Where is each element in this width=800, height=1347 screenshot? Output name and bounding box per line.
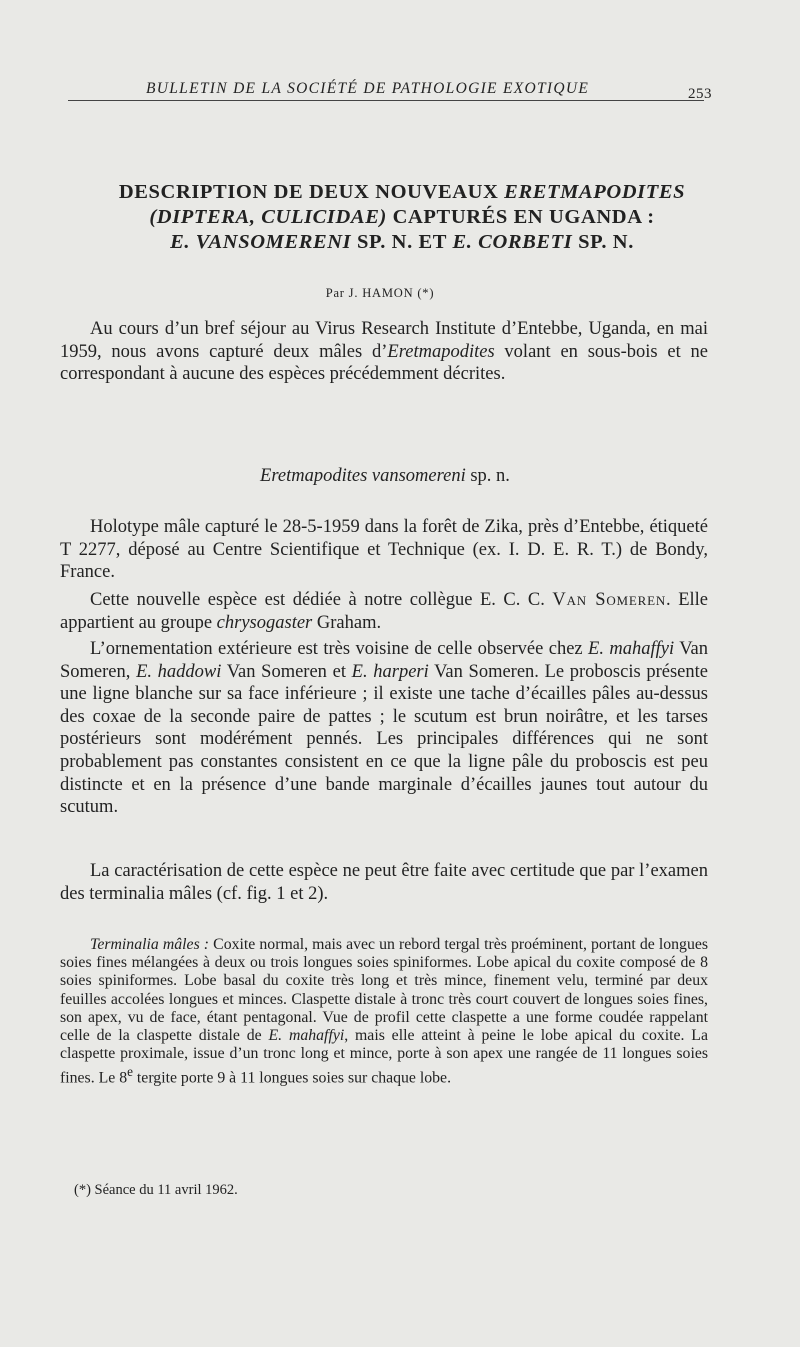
intro-paragraph: Au cours d’un bref séjour au Virus Research Institute d’Entebbe, Uganda, en mai 1959, nous avons capturé deux mâles d’Eretmapodites volant en sous-bois et ne correspondant à aucune des espèces précédemment décrites. xyxy=(60,319,708,385)
dedication-paragraph: Cette nouvelle espèce est dédiée à notre collègue E. C. C. Van Someren. Elle appartient au groupe chrysogaster Graham. xyxy=(60,590,708,633)
title-line-3: E. VANSOMERENI SP. N. ET E. CORBETI SP. N. xyxy=(170,231,634,253)
article-title xyxy=(62,180,742,255)
characterisation-paragraph: La caractérisation de cette espèce ne peut être faite avec certitude que par l’examen des terminalia mâles (cf. fig. 1 et 2). xyxy=(60,861,708,904)
species-heading: Eretmapodites vansomereni sp. n. xyxy=(260,466,510,486)
terminalia-paragraph: Terminalia mâles : Coxite normal, mais avec un rebord tergal très proéminent, portant de longues soies fines mélangées à deux ou trois longues soies spiniformes. Lobe apical du coxite composé de 8 soies spiniformes. Lobe basal du coxite très long et très mince, finement velu, terminé par deux feuilles accolées longues et minces. Claspette distale à tronc très court couvert de longues soies fines, son apex, vu de face, étant pentagonal. Vue de profil cette claspette a une forme coudée rappelant celle de la claspette distale de E. mahaffyi, mais elle atteint à peine le lobe apical du coxite. La claspette proximale, issue d’un tronc long et mince, porte à son apex une rangée de 11 longues soies fines. Le 8e tergite porte 9 à 11 longues soies sur chaque lobe. xyxy=(60,936,709,1087)
ornamentation-paragraph: L’ornementation extérieure est très voisine de celle observée chez E. mahaffyi Van Someren, E. haddowi Van Someren et E. harperi Van Someren. Le proboscis présente une ligne blanche sur sa face inférieure ; il existe une tache d’écailles pâles au-dessus des coxae de la seconde paire de pattes ; le scutum est brun noirâtre, et les tarses postérieurs sont modérément pennés. Les principales différences qui ne sont probablement pas constantes consistent en ce que la ligne pâle du proboscis est peu distincte et en la présence d’une bande marginale d’écailles jaunes tout autour du scutum. xyxy=(60,639,708,818)
footnote: (*) Séance du 11 avril 1962. xyxy=(74,1182,238,1198)
title-line-1: DESCRIPTION DE DEUX NOUVEAUX ERETMAPODITES xyxy=(118,181,686,203)
author-line: Par J. HAMON (*) xyxy=(325,286,435,300)
title-line-2: (DIPTERA, CULICIDAE) CAPTURÉS EN UGANDA : xyxy=(149,206,655,228)
header-rule xyxy=(68,100,704,101)
journal-title: BULLETIN DE LA SOCIÉTÉ DE PATHOLOGIE EXOTIQUE xyxy=(146,80,590,97)
page-number: 253 xyxy=(688,86,712,102)
holotype-paragraph: Holotype mâle capturé le 28-5-1959 dans la forêt de Zika, près d’Entebbe, étiqueté T 2277, déposé au Centre Scientifique et Technique (ex. I. D. E. R. T.) de Bondy, France. xyxy=(60,517,708,583)
